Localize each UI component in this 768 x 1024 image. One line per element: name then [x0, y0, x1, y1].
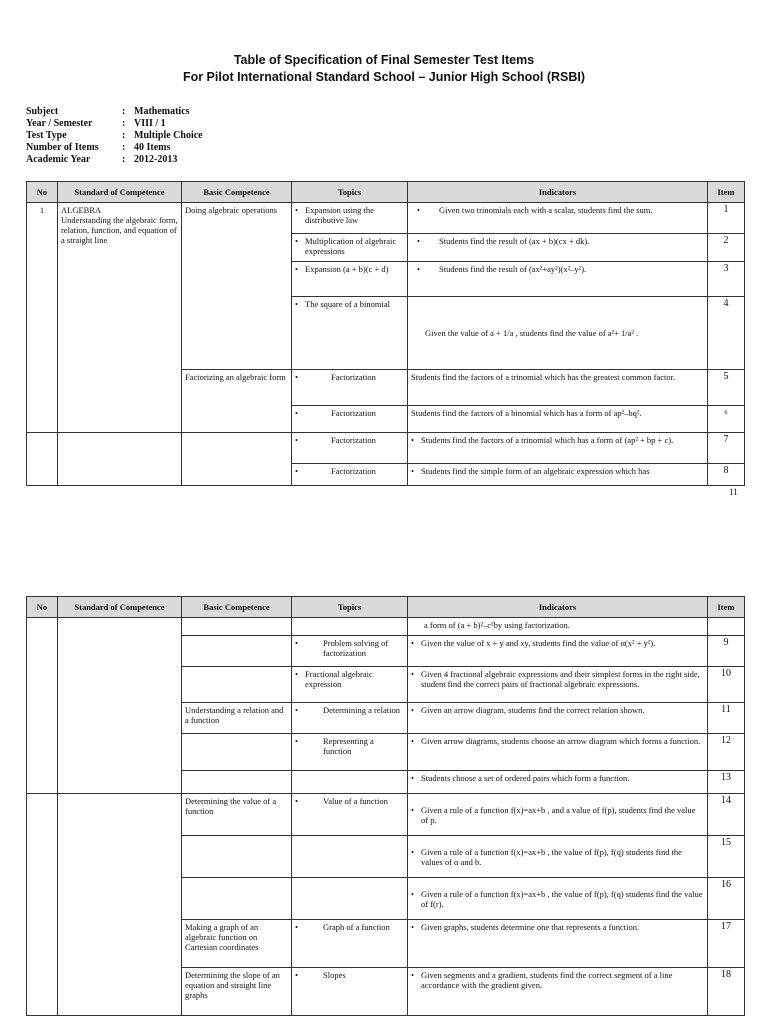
item-number: 8 — [708, 464, 745, 486]
basic-competence: Factorizing an algebraic form — [182, 370, 292, 433]
bullet: • — [411, 669, 414, 679]
meta-colon: : — [122, 130, 126, 141]
bullet: • — [411, 638, 414, 648]
bullet: • — [411, 736, 414, 746]
meta-key: Test Type — [26, 130, 67, 141]
basic-competence: Doing algebraic operations — [182, 203, 292, 370]
bullet: • — [295, 970, 298, 980]
table-row — [27, 203, 745, 234]
bullet: • — [295, 299, 298, 309]
empty-cell — [182, 771, 292, 794]
topic-cell — [292, 234, 408, 262]
standard-title: ALGEBRA — [61, 205, 102, 215]
indicator-continuation: a form of (a + b)²–c²by using factorization. — [408, 618, 708, 636]
header-indicators: Indicators — [408, 597, 708, 618]
item-number: 12 — [708, 734, 745, 771]
standard-text: Understanding the algebraic form, relation, function, and equation of a straight line — [61, 215, 178, 245]
topic-text: Expansion (a + b)(c + d) — [305, 264, 389, 274]
empty-cell — [182, 433, 292, 486]
header-item: Item — [708, 182, 745, 203]
row-number: 1 — [27, 203, 58, 433]
topic-cell — [292, 370, 408, 406]
indicator-text: Students choose a set of ordered pairs which form a function. — [421, 773, 630, 783]
empty-cell — [58, 618, 182, 794]
empty-cell — [27, 794, 58, 1016]
topic-text: The square of a binomial — [305, 299, 390, 309]
bullet: • — [411, 922, 414, 932]
meta-number-of-items — [26, 142, 203, 154]
indicator-cell — [408, 262, 708, 297]
bullet: • — [417, 205, 420, 215]
indicator-text: Given graphs, students determine one that represents a function. — [421, 922, 640, 932]
topic-cell — [292, 636, 408, 667]
indicator-text: Students find the factors of a trinomial which has a form of (ap² + bp + c). — [421, 435, 674, 445]
topic-cell — [292, 836, 408, 878]
document-title: Table of Specification of Final Semester Test Items — [233, 53, 535, 67]
bullet: • — [411, 773, 414, 783]
header-basic: Basic Competence — [182, 182, 292, 203]
meta-colon: : — [122, 106, 126, 117]
empty-cell — [292, 618, 408, 636]
bullet: • — [295, 466, 298, 476]
item-number: 13 — [708, 771, 745, 794]
topic-cell — [292, 203, 408, 234]
item-number: 3 — [708, 262, 745, 297]
item-number: 17 — [708, 920, 745, 968]
indicator-text: Given an arrow diagram, students find the correct relation shown. — [421, 705, 645, 715]
bullet: • — [411, 466, 414, 476]
bullet: • — [295, 796, 298, 806]
table-row — [27, 618, 745, 636]
specification-table-page-1 — [26, 181, 745, 486]
empty-cell — [708, 618, 745, 636]
table-header-row — [27, 182, 745, 203]
topic-cell — [292, 771, 408, 794]
table-header-row — [27, 597, 745, 618]
indicator-text: Students find the simple form of an algebraic expression which has — [421, 466, 650, 476]
table-row — [27, 433, 745, 464]
indicator-cell — [408, 734, 708, 771]
topic-cell — [292, 433, 408, 464]
indicator-cell — [408, 794, 708, 836]
item-number: 10 — [708, 667, 745, 703]
meta-subject — [26, 106, 203, 118]
topic-text: Factorization — [331, 408, 376, 418]
empty-cell — [27, 433, 58, 486]
empty-cell — [182, 636, 292, 667]
meta-test-type — [26, 130, 203, 142]
topic-cell — [292, 794, 408, 836]
topic-cell — [292, 920, 408, 968]
indicator-cell — [408, 203, 708, 234]
indicator-cell — [408, 836, 708, 878]
topic-text: Slopes — [323, 970, 346, 980]
bullet: • — [295, 705, 298, 715]
item-number: 5 — [708, 370, 745, 406]
item-number: 6 — [708, 406, 745, 433]
item-number: 11 — [708, 703, 745, 734]
topic-text: Multiplication of algebraic expressions — [305, 236, 397, 256]
bullet: • — [295, 736, 298, 746]
topic-text: Problem solving of factorization — [323, 638, 389, 658]
indicator-cell — [408, 433, 708, 464]
item-number: 15 — [708, 836, 745, 878]
meta-value: 2012-2013 — [134, 154, 178, 165]
topic-text: Factorization — [331, 466, 376, 476]
indicator-text: Given a rule of a function f(x)=ax+b , the value of f(p), f(q) students find the values of α and b. — [421, 846, 682, 867]
item-number: 18 — [708, 968, 745, 1016]
indicator-cell — [408, 406, 708, 433]
bullet: • — [295, 435, 298, 445]
meta-key: Year / Semester — [26, 118, 93, 129]
topic-cell — [292, 734, 408, 771]
indicator-text: Given arrow diagrams, students choose an arrow diagram which forms a function. — [421, 736, 701, 746]
indicator-text: Given a rule of a function f(x)=ax+b , and a value of f(p), students find the value of p. — [421, 804, 696, 825]
bullet: • — [417, 236, 420, 246]
indicator-cell — [408, 636, 708, 667]
meta-key: Number of Items — [26, 142, 99, 153]
indicator-cell — [408, 667, 708, 703]
document-subtitle: For Pilot International Standard School – Junior High School (RSBI) — [182, 70, 586, 84]
bullet: • — [295, 638, 298, 648]
basic-competence: Making a graph of an algebraic function on Cartesian coordinates — [182, 920, 292, 968]
empty-cell — [58, 794, 182, 1016]
bullet: • — [295, 408, 298, 418]
indicator-text: Students find the factors of a trinomial which has the greatest common factor. — [411, 372, 676, 382]
page-number: 11 — [729, 487, 738, 497]
indicator-text: Students find the result of (ax²+ay²)(x²–y²). — [439, 264, 587, 274]
header-no: No — [27, 182, 58, 203]
item-number: 4 — [708, 297, 745, 370]
bullet: • — [411, 970, 414, 980]
meta-academic-year — [26, 154, 203, 166]
empty-cell — [58, 433, 182, 486]
bullet: • — [411, 705, 414, 715]
header-topics: Topics — [292, 597, 408, 618]
empty-cell — [182, 618, 292, 636]
indicator-cell — [408, 878, 708, 920]
indicator-cell — [408, 968, 708, 1016]
indicator-text: Given two trinomials each with a scalar, students find the sum. — [439, 205, 653, 215]
meta-key: Subject — [26, 106, 59, 117]
indicator-text: Given the value of x + y and xy, students find the value of α(x² + y²). — [421, 638, 656, 648]
bullet: • — [411, 888, 414, 899]
header-standard: Standard of Competence — [58, 182, 182, 203]
topic-cell — [292, 262, 408, 297]
indicator-cell — [408, 703, 708, 734]
topic-cell — [292, 667, 408, 703]
meta-value: 40 Items — [134, 142, 171, 153]
empty-cell — [182, 667, 292, 703]
meta-colon: : — [122, 142, 126, 153]
indicator-cell — [408, 297, 708, 370]
item-number: 14 — [708, 794, 745, 836]
header-standard: Standard of Competence — [58, 597, 182, 618]
indicator-text: Given a rule of a function f(x)=ax+b , the value of f(p), f(q) students find the value of f(r). — [421, 888, 703, 909]
indicator-text: Given the value of a + 1/a , students find the value of a²+ 1/a² . — [425, 328, 639, 338]
bullet: • — [295, 205, 298, 215]
empty-cell — [182, 836, 292, 878]
header-indicators: Indicators — [408, 182, 708, 203]
topic-cell — [292, 406, 408, 433]
indicator-text: Students find the result of (ax + b)(cx + dk). — [439, 236, 590, 246]
basic-competence: Determining the slope of an equation and straight line graphs — [182, 968, 292, 1016]
meta-value: Mathematics — [134, 106, 190, 117]
item-number: 7 — [708, 433, 745, 464]
basic-competence: Understanding a relation and a function — [182, 703, 292, 734]
item-number: 1 — [708, 203, 745, 234]
basic-competence: Determining the value of a function — [182, 794, 292, 836]
meta-key: Academic Year — [26, 154, 91, 165]
table-row — [27, 794, 745, 836]
specification-table-page-2 — [26, 596, 745, 1016]
meta-value: VIII / 1 — [134, 118, 166, 129]
item-number: 16 — [708, 878, 745, 920]
bullet: • — [295, 264, 298, 274]
indicator-cell — [408, 920, 708, 968]
meta-year-semester — [26, 118, 203, 130]
topic-cell — [292, 297, 408, 370]
empty-cell — [182, 734, 292, 771]
bullet: • — [411, 435, 414, 445]
topic-text: Value of a function — [323, 796, 388, 806]
empty-cell — [182, 878, 292, 920]
meta-colon: : — [122, 154, 126, 165]
topic-text: Factorization — [331, 435, 376, 445]
topic-text: Representing a function — [323, 736, 374, 756]
bullet: • — [295, 922, 298, 932]
topic-cell — [292, 464, 408, 486]
meta-value: Multiple Choice — [134, 130, 203, 141]
document-meta — [26, 106, 203, 166]
topic-text: Factorization — [331, 372, 376, 382]
bullet: • — [411, 804, 414, 815]
topic-cell — [292, 878, 408, 920]
item-number: 9 — [708, 636, 745, 667]
indicator-text: Students find the factors of a binomial which has a form of ap²–bq². — [411, 408, 642, 418]
indicator-cell — [408, 370, 708, 406]
bullet: • — [411, 846, 414, 857]
bullet: • — [295, 669, 298, 679]
indicator-cell — [408, 464, 708, 486]
header-topics: Topics — [292, 182, 408, 203]
empty-cell — [27, 618, 58, 794]
bullet: • — [417, 264, 420, 274]
header-no: No — [27, 597, 58, 618]
item-number: 2 — [708, 234, 745, 262]
topic-text: Fractional algebraic expression — [305, 669, 373, 689]
indicator-cell — [408, 234, 708, 262]
indicator-cell — [408, 771, 708, 794]
topic-text: Graph of a function — [323, 922, 390, 932]
header-basic: Basic Competence — [182, 597, 292, 618]
topic-cell — [292, 703, 408, 734]
topic-text: Expansion using the distributive law — [305, 205, 374, 225]
bullet: • — [295, 236, 298, 246]
bullet: • — [295, 372, 298, 382]
indicator-text: Given 4 fractional algebraic expressions and their simplest forms in the right side, student find the correct pairs of fractional algebraic expressions. — [421, 669, 700, 689]
topic-cell — [292, 968, 408, 1016]
indicator-text: Given segments and a gradient, students find the correct segment of a line accordance with the gradient given. — [421, 970, 673, 990]
meta-colon: : — [122, 118, 126, 129]
header-item: Item — [708, 597, 745, 618]
topic-text: Determining a relation — [323, 705, 400, 715]
standard-of-competence — [58, 203, 182, 433]
